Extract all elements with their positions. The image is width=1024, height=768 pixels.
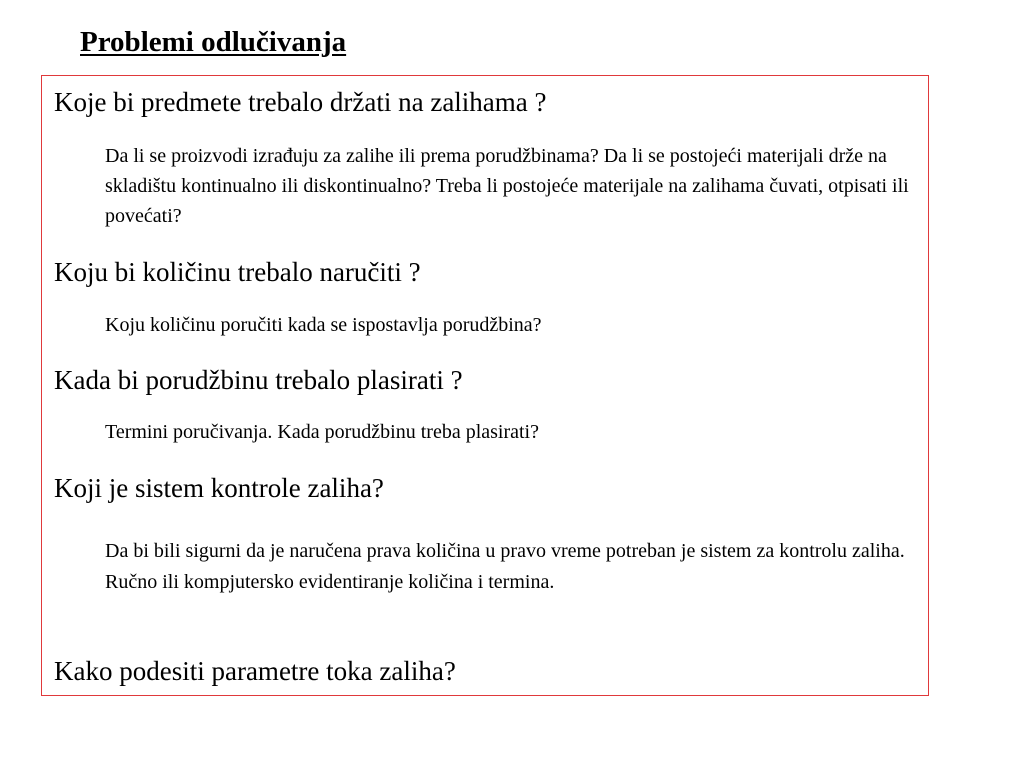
question-order-quantity: Koju bi količinu trebalo naručiti ? (54, 257, 421, 287)
question-stock-items: Koje bi predmete trebalo držati na zalihama ? (54, 87, 547, 117)
question-order-timing: Kada bi porudžbinu trebalo plasirati ? (54, 365, 463, 395)
question-flow-parameters: Kako podesiti parametre toka zaliha? (54, 656, 456, 686)
content-box (41, 75, 929, 696)
question-control-system: Koji je sistem kontrole zaliha? (54, 473, 384, 503)
answer-control-system: Da bi bili sigurni da je naručena prava količina u pravo vreme potreban je sistem za kontrolu zaliha. Ručno ili kompjutersko evidentiranje količina i termina. (105, 540, 905, 593)
answer-order-timing: Termini poručivanja. Kada porudžbinu treba plasirati? (105, 421, 539, 443)
slide-title: Problemi odlučivanja (80, 26, 347, 58)
answer-stock-items: Da li se proizvodi izrađuju za zalihe ili prema porudžbinama? Da li se postojeći materijali drže na skladištu kontinualno ili diskontinualno? Treba li postojeće materijale na zalihama čuvati, otpisati ili povećati? (105, 145, 909, 227)
answer-order-quantity: Koju količinu poručiti kada se ispostavlja porudžbina? (105, 314, 542, 336)
